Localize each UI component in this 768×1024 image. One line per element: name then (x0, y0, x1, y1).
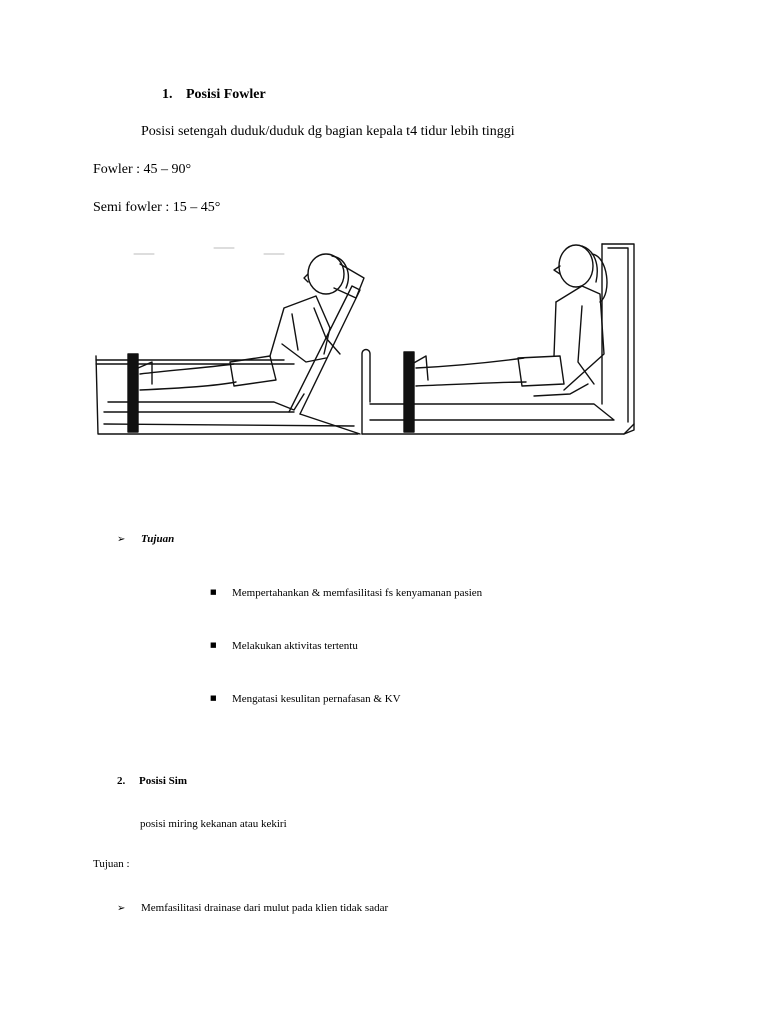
fowler-position-illustration (94, 234, 642, 440)
section1-tujuan-label: Tujuan (141, 533, 175, 545)
section2-number: 2. (117, 775, 126, 787)
square-bullet-icon: ■ (210, 641, 217, 649)
section2-heading (117, 775, 187, 787)
list-item-text: Mempertahankan & memfasilitasi fs kenyamanan pasien (232, 587, 483, 599)
section2-tujuan-label: Tujuan : (93, 858, 130, 870)
arrow-bullet-icon: ➢ (117, 534, 126, 545)
section1-number: 1. (162, 87, 173, 102)
section2-description: posisi miring kekanan atau kekiri (140, 818, 287, 830)
semi-fowler-figure (96, 248, 364, 434)
fowler-range: Fowler : 45 – 90° (93, 162, 192, 177)
list-item (117, 902, 388, 914)
list-item (210, 693, 401, 705)
list-item-text: Melakukan aktivitas tertentu (232, 640, 358, 652)
square-bullet-icon: ■ (210, 588, 217, 596)
section1-description: Posisi setengah duduk/duduk dg bagian kepala t4 tidur lebih tinggi (141, 124, 515, 139)
square-bullet-icon: ■ (210, 694, 217, 702)
list-item-text: Mengatasi kesulitan pernafasan & KV (232, 693, 401, 705)
section2-title: Posisi Sim (139, 775, 187, 787)
section1-heading (162, 87, 266, 103)
arrow-bullet-icon: ➢ (117, 903, 126, 914)
list-item (210, 640, 358, 652)
section1-title: Posisi Fowler (186, 87, 266, 102)
section1-tujuan-heading (117, 533, 174, 545)
list-item-text: Memfasilitasi drainase dari mulut pada klien tidak sadar (141, 902, 389, 914)
fowler-figure (362, 244, 634, 434)
list-item (210, 587, 482, 599)
semi-fowler-range: Semi fowler : 15 – 45° (93, 200, 221, 215)
